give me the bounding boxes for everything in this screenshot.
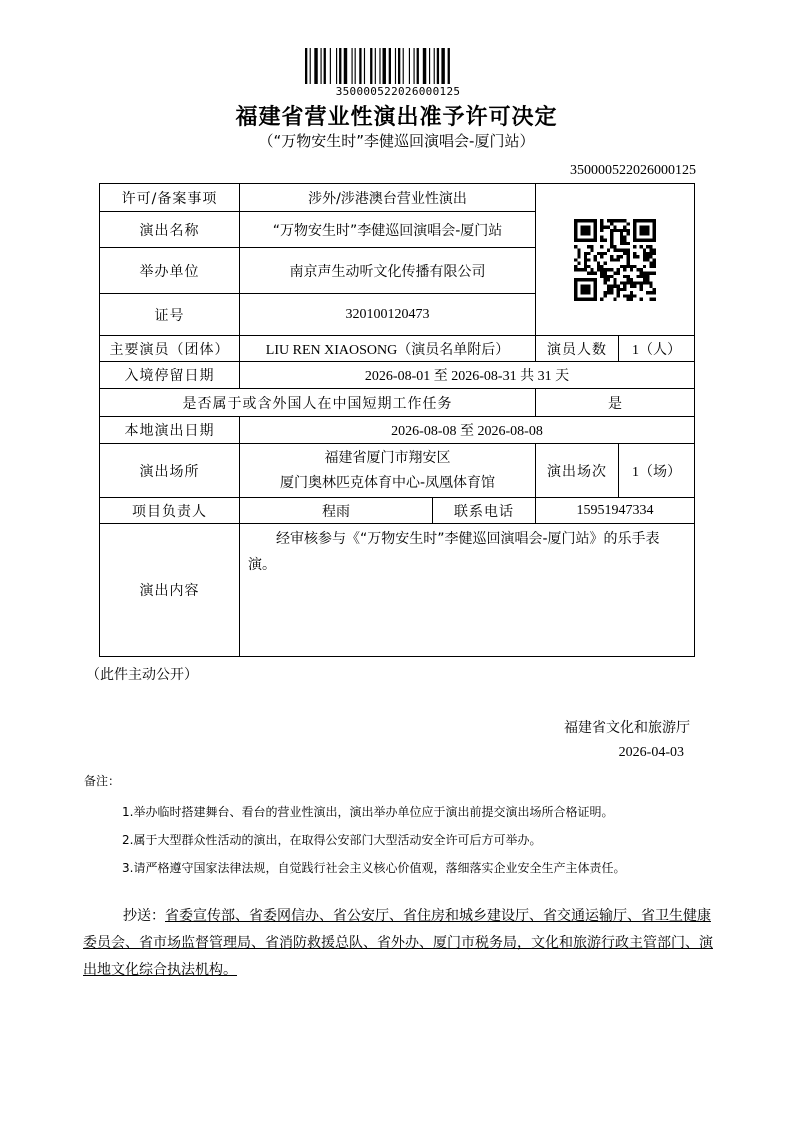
qr-module	[594, 271, 597, 274]
qr-module	[620, 228, 623, 231]
qr-module	[613, 284, 616, 287]
qr-module	[643, 281, 646, 284]
qr-module	[597, 264, 600, 267]
qr-module	[600, 245, 603, 248]
qr-module	[633, 284, 636, 287]
qr-module	[604, 278, 607, 281]
barcode-bar	[448, 48, 450, 84]
qr-module	[604, 251, 607, 254]
performer-label: 主要演员（团体）	[100, 336, 240, 362]
barcode-bar	[324, 48, 326, 84]
barcode-bar	[359, 48, 361, 84]
qr-module	[640, 245, 643, 248]
qr-module	[574, 264, 577, 267]
qr-module	[617, 255, 620, 258]
qr-module	[604, 225, 607, 228]
qr-module	[604, 281, 607, 284]
qr-module	[617, 287, 620, 290]
barcode	[305, 48, 491, 84]
qr-module	[636, 255, 639, 258]
qr-module	[577, 255, 580, 258]
qr-module	[646, 281, 649, 284]
qr-module	[613, 297, 616, 300]
qr-module	[613, 281, 616, 284]
qr-module	[620, 219, 623, 222]
qr-module	[626, 222, 629, 225]
qr-module	[610, 219, 613, 222]
qr-module	[623, 219, 626, 222]
barcode-bar	[355, 48, 356, 84]
manager-label: 项目负责人	[100, 498, 240, 524]
qr-module	[649, 251, 652, 254]
qr-module	[640, 271, 643, 274]
barcode-number: 350000522026000125	[335, 85, 461, 98]
foreign-work-label: 是否属于或含外国人在中国短期工作任务	[100, 389, 536, 417]
qr-module	[584, 261, 587, 264]
qr-module	[623, 281, 626, 284]
qr-module	[626, 248, 629, 251]
qr-module	[620, 232, 623, 235]
qr-module	[600, 271, 603, 274]
barcode-bar	[305, 48, 307, 84]
qr-module	[610, 255, 613, 258]
barcode-bar	[417, 48, 419, 84]
qr-module	[613, 225, 616, 228]
barcode-bar	[409, 48, 410, 84]
issuer: 福建省文化和旅游厅	[564, 720, 690, 736]
qr-module	[646, 245, 649, 248]
qr-module	[604, 274, 607, 277]
organizer-label: 举办单位	[100, 248, 240, 294]
qr-module	[643, 264, 646, 267]
qr-module	[617, 284, 620, 287]
qr-module	[630, 268, 633, 271]
barcode-bar	[429, 48, 430, 84]
qr-module	[646, 251, 649, 254]
qr-module	[600, 268, 603, 271]
issue-date: 2026-04-03	[618, 745, 684, 760]
stay-value: 2026-08-01 至 2026-08-31 共 31 天	[240, 362, 695, 389]
qr-module	[607, 291, 610, 294]
qr-module	[640, 297, 643, 300]
qr-module	[643, 258, 646, 261]
qr-module	[630, 264, 633, 267]
qr-module	[633, 251, 636, 254]
barcode-bar	[395, 48, 396, 84]
qr-module	[623, 264, 626, 267]
barcode-bar	[375, 48, 376, 84]
qr-module	[643, 255, 646, 258]
qr-module	[610, 222, 613, 225]
license-type-value: 涉外/涉港澳台营业性演出	[240, 184, 536, 212]
content-label: 演出内容	[100, 524, 240, 657]
license-type-label: 许可/备案事项	[100, 184, 240, 212]
barcode-bar	[310, 48, 311, 84]
qr-module	[633, 294, 636, 297]
note-item: 2.属于大型群众性活动的演出，在取得公安部门大型活动安全许可后方可举办。	[122, 833, 542, 847]
qr-module	[607, 225, 610, 228]
qr-module	[590, 248, 593, 251]
show-name-value: “万物安生时”李健巡回演唱会-厦门站	[240, 212, 536, 248]
qr-module	[617, 268, 620, 271]
qr-module	[607, 248, 610, 251]
qr-module	[600, 228, 603, 231]
qr-module	[620, 264, 623, 267]
qr-module	[604, 294, 607, 297]
document-subtitle: （“万物安生时”李健巡回演唱会-厦门站）	[258, 132, 535, 150]
qr-module	[607, 284, 610, 287]
qr-module	[617, 271, 620, 274]
note-item: 3.请严格遵守国家法律法规，自觉践行社会主义核心价值观，落细落实企业安全生产主体责任。	[122, 861, 626, 875]
qr-module	[623, 235, 626, 238]
barcode-bar	[321, 48, 322, 84]
qr-module	[610, 232, 613, 235]
barcode-bar	[352, 48, 353, 84]
qr-module	[640, 268, 643, 271]
qr-module	[590, 271, 593, 274]
qr-module	[649, 255, 652, 258]
qr-module	[610, 238, 613, 241]
notes-list	[122, 798, 722, 882]
qr-module	[630, 297, 633, 300]
document-number: 350000522026000125	[570, 163, 696, 178]
qr-module	[630, 291, 633, 294]
notes-title: 备注：	[84, 774, 121, 788]
performer-count-value: 1（人）	[619, 336, 695, 362]
qr-module	[581, 284, 591, 294]
qr-module	[649, 264, 652, 267]
qr-module	[623, 268, 626, 271]
barcode-bar	[437, 48, 439, 84]
barcode-bar	[423, 48, 426, 84]
qr-module	[600, 222, 603, 225]
qr-cell	[536, 184, 695, 336]
qr-module	[626, 251, 629, 254]
phone-value: 15951947334	[536, 498, 695, 524]
document-title: 福建省营业性演出准予许可决定	[235, 105, 558, 130]
qr-module	[640, 274, 643, 277]
qr-module	[597, 261, 600, 264]
qr-module	[646, 291, 649, 294]
qr-module	[597, 251, 600, 254]
qr-module	[653, 297, 656, 300]
qr-module	[574, 245, 577, 248]
qr-module	[613, 271, 616, 274]
barcode-bar	[364, 48, 365, 84]
barcode-bar	[389, 48, 391, 84]
qr-module	[584, 264, 587, 267]
qr-module	[626, 241, 629, 244]
qr-module	[587, 245, 590, 248]
qr-module	[613, 219, 616, 222]
qr-module	[620, 281, 623, 284]
qr-module	[600, 251, 603, 254]
qr-module	[600, 255, 603, 258]
qr-module	[626, 232, 629, 235]
qr-module	[653, 258, 656, 261]
barcode-bar	[330, 48, 331, 84]
note-item: 1.举办临时搭建舞台、看台的营业性演出，演出举办单位应于演出前提交演出场所合格证明。	[122, 805, 614, 819]
qr-module	[574, 268, 577, 271]
qr-module	[610, 245, 613, 248]
qr-module	[630, 278, 633, 281]
content-value: 经审核参与《“万物安生时”李健巡回演唱会-厦门站》的乐手表演。	[240, 524, 695, 657]
qr-module	[590, 268, 593, 271]
local-date-label: 本地演出日期	[100, 417, 240, 444]
qr-module	[633, 255, 636, 258]
barcode-bar	[383, 48, 386, 84]
local-date-value: 2026-08-08 至 2026-08-08	[240, 417, 695, 444]
qr-module	[587, 271, 590, 274]
qr-module	[584, 258, 587, 261]
qr-module	[653, 291, 656, 294]
performer-count-label: 演员人数	[536, 336, 619, 362]
barcode-bar	[344, 48, 347, 84]
qr-module	[604, 271, 607, 274]
qr-module	[617, 291, 620, 294]
qr-module	[623, 241, 626, 244]
license-table	[99, 183, 695, 657]
barcode-bar	[414, 48, 415, 84]
qr-module	[649, 261, 652, 264]
qr-module	[577, 268, 580, 271]
venue-line-1: 福建省厦门市翔安区	[324, 449, 451, 466]
qr-module	[653, 271, 656, 274]
qr-module	[630, 281, 633, 284]
qr-module	[600, 274, 603, 277]
barcode-bar	[336, 48, 337, 84]
qr-module	[626, 297, 629, 300]
qr-module	[623, 248, 626, 251]
qr-module	[617, 219, 620, 222]
qr-module	[646, 255, 649, 258]
qr-module	[630, 284, 633, 287]
qr-module	[623, 284, 626, 287]
qr-module	[607, 287, 610, 290]
qr-module	[587, 264, 590, 267]
qr-module	[623, 228, 626, 231]
qr-module	[607, 278, 610, 281]
qr-module	[649, 245, 652, 248]
qr-module	[610, 291, 613, 294]
qr-module	[643, 248, 646, 251]
cert-no-label: 证号	[100, 294, 240, 336]
qr-module	[623, 225, 626, 228]
qr-module	[626, 255, 629, 258]
qr-module	[649, 271, 652, 274]
qr-module	[623, 238, 626, 241]
qr-module	[617, 248, 620, 251]
qr-module	[617, 258, 620, 261]
qr-module	[610, 284, 613, 287]
barcode-bar	[398, 48, 400, 84]
qr-module	[636, 274, 639, 277]
qr-module	[653, 264, 656, 267]
qr-module	[626, 274, 629, 277]
qr-module	[646, 258, 649, 261]
qr-module	[604, 238, 607, 241]
qr-module	[607, 274, 610, 277]
qr-module	[617, 228, 620, 231]
qr-module	[640, 284, 643, 287]
qr-module	[610, 268, 613, 271]
qr-module	[640, 225, 650, 235]
qr-module	[620, 255, 623, 258]
performer-value: LIU REN XIAOSONG（演员名单附后）	[240, 336, 536, 362]
qr-module	[620, 248, 623, 251]
foreign-work-value: 是	[536, 389, 695, 417]
barcode-bar	[441, 48, 444, 84]
qr-module	[649, 248, 652, 251]
qr-module	[610, 258, 613, 261]
qr-module	[643, 274, 646, 277]
qr-module	[604, 261, 607, 264]
qr-module	[646, 278, 649, 281]
qr-module	[577, 248, 580, 251]
qr-module	[623, 274, 626, 277]
qr-module	[653, 248, 656, 251]
qr-module	[584, 251, 587, 254]
qr-module	[626, 258, 629, 261]
venue-line-2: 厦门奥林匹克体育中心-凤凰体育馆	[279, 474, 496, 491]
qr-module	[643, 251, 646, 254]
qr-module	[649, 284, 652, 287]
qr-module	[623, 294, 626, 297]
phone-label: 联系电话	[433, 498, 536, 524]
barcode-bar	[403, 48, 404, 84]
qr-module	[626, 261, 629, 264]
qr-module	[620, 238, 623, 241]
qr-module	[587, 258, 590, 261]
qr-module	[574, 258, 577, 261]
cc-text: 省委宣传部、省委网信办、省公安厅、省住房和城乡建设厅、省交通运输厅、省卫生健康委员会、省市场监督管理局、省消防救援总队、省外办、厦门市税务局，文化和旅游行政主管部门、演出地文化综合执法机构。	[83, 908, 713, 978]
qr-module	[600, 235, 603, 238]
qr-module	[636, 281, 639, 284]
venue-value	[240, 444, 536, 498]
qr-module	[600, 297, 603, 300]
qr-module	[613, 228, 616, 231]
barcode-bar	[339, 48, 341, 84]
qr-module	[646, 274, 649, 277]
qr-module	[649, 281, 652, 284]
qr-module	[630, 294, 633, 297]
qr-module	[640, 281, 643, 284]
qr-module	[577, 251, 580, 254]
sessions-label: 演出场次	[536, 444, 619, 498]
qr-module	[643, 278, 646, 281]
qr-module	[600, 219, 603, 222]
qr-module	[600, 238, 603, 241]
barcode-bar	[314, 48, 317, 84]
qr-module	[620, 241, 623, 244]
qr-module	[597, 268, 600, 271]
qr-module	[623, 287, 626, 290]
venue-label: 演出场所	[100, 444, 240, 498]
qr-module	[600, 264, 603, 267]
qr-module	[604, 291, 607, 294]
public-note: （此件主动公开）	[86, 667, 198, 683]
barcode-bar	[434, 48, 435, 84]
qr-module	[610, 235, 613, 238]
qr-module	[633, 245, 636, 248]
qr-module	[577, 261, 580, 264]
qr-module	[649, 291, 652, 294]
qr-module	[633, 264, 636, 267]
qr-module	[636, 268, 639, 271]
qr-module	[610, 241, 613, 244]
qr-module	[594, 255, 597, 258]
qr-module	[626, 281, 629, 284]
qr-module	[623, 251, 626, 254]
qr-module	[590, 245, 593, 248]
cert-no-value: 320100120473	[240, 294, 536, 336]
qr-module	[604, 268, 607, 271]
qr-module	[626, 278, 629, 281]
cc-label: 抄送：	[123, 908, 165, 924]
qr-module	[581, 225, 591, 235]
qr-module	[600, 225, 603, 228]
qr-module	[620, 287, 623, 290]
qr-module	[643, 271, 646, 274]
qr-code	[574, 219, 656, 301]
sessions-value: 1（场）	[619, 444, 695, 498]
qr-module	[613, 278, 616, 281]
qr-module	[607, 268, 610, 271]
qr-module	[640, 287, 643, 290]
qr-module	[653, 261, 656, 264]
qr-module	[633, 281, 636, 284]
qr-module	[610, 228, 613, 231]
qr-module	[584, 255, 587, 258]
organizer-value: 南京声生动听文化传播有限公司	[240, 248, 536, 294]
qr-module	[617, 294, 620, 297]
qr-module	[610, 274, 613, 277]
manager-value: 程雨	[240, 498, 433, 524]
qr-module	[626, 294, 629, 297]
stay-label: 入境停留日期	[100, 362, 240, 389]
qr-module	[581, 268, 584, 271]
qr-module	[626, 228, 629, 231]
qr-module	[613, 258, 616, 261]
qr-module	[653, 251, 656, 254]
barcode-bar	[370, 48, 372, 84]
qr-module	[653, 287, 656, 290]
show-name-label: 演出名称	[100, 212, 240, 248]
qr-module	[649, 297, 652, 300]
cc-block	[83, 903, 715, 984]
qr-module	[607, 219, 610, 222]
qr-module	[620, 235, 623, 238]
qr-module	[594, 258, 597, 261]
qr-module	[584, 268, 587, 271]
qr-module	[613, 248, 616, 251]
qr-module	[587, 251, 590, 254]
qr-module	[626, 264, 629, 267]
barcode-bar	[379, 48, 380, 84]
qr-module	[610, 287, 613, 290]
qr-module	[646, 271, 649, 274]
qr-module	[613, 245, 616, 248]
